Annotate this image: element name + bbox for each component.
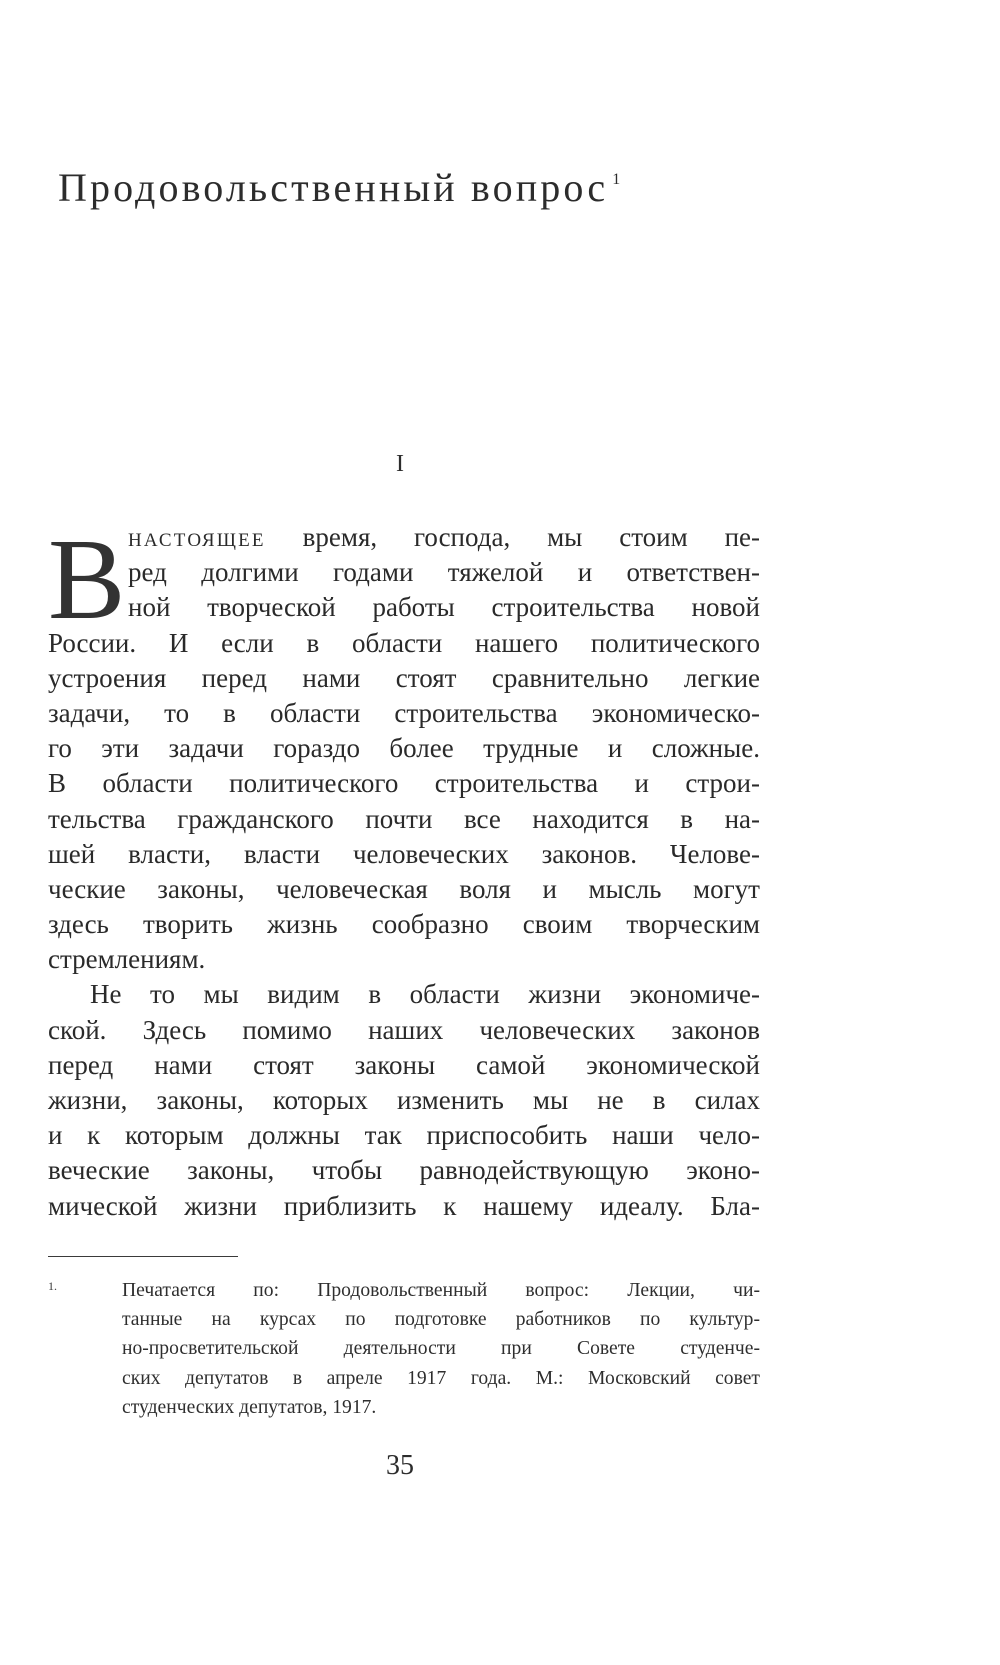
page-number: 35: [386, 1450, 414, 1481]
drop-cap: В: [48, 516, 126, 644]
chapter-title-text: Продовольственный вопрос: [58, 165, 609, 210]
body-line: ской. Здесь помимо наших человеческих законов: [48, 1014, 760, 1045]
title-footnote-ref: 1: [612, 171, 621, 188]
body-line: ной творческой работы строительства новой: [128, 592, 760, 623]
footnote-text: [122, 1276, 760, 1422]
section-numeral: I: [396, 451, 404, 477]
body-line: веческие законы, чтобы равнодействующую эконо-: [48, 1155, 760, 1186]
body-line: ческие законы, человеческая воля и мысль могут: [48, 873, 760, 904]
footnote-line: ских депутатов в апреле 1917 года. М.: Московский совет: [122, 1367, 760, 1389]
body-line: устроения перед нами стоят сравнительно легкие: [48, 662, 760, 693]
body-line: и к которым должны так приспособить наши чело-: [48, 1120, 760, 1151]
footnote-line: студенческих депутатов, 1917.: [122, 1396, 377, 1418]
body-line: ред долгими годами тяжелой и ответствен-: [128, 557, 760, 588]
footnote-line: Печатается по: Продовольственный вопрос: Лекции, чи-: [122, 1280, 760, 1301]
body-line: тельства гражданского почти все находится в на-: [48, 803, 760, 834]
body-line: го эти задачи гораздо более трудные и сложные.: [48, 733, 760, 764]
footnote-marker: 1.: [48, 1279, 57, 1293]
chapter-title: [58, 165, 918, 210]
body-line: Не то мы видим в области жизни экономиче-: [90, 979, 760, 1010]
lead-smallcaps: НАСТОЯЩЕЕ: [128, 530, 266, 551]
body-line: жизни, законы, которых изменить мы не в силах: [48, 1085, 760, 1115]
body-line: задачи, то в области строительства экономическо-: [48, 697, 760, 728]
body-line: России. И если в области нашего политического: [48, 627, 760, 658]
footnote-divider: [48, 1256, 238, 1257]
footnote-line: танные на курсах по подготовке работников по культур-: [122, 1309, 760, 1331]
body-line: стремлениям.: [48, 944, 206, 975]
body-line: мической жизни приблизить к нашему идеалу. Бла-: [48, 1190, 760, 1221]
body-line: шей власти, власти человеческих законов. Челове-: [48, 838, 760, 869]
body-line: здесь творить жизнь сообразно своим творческим: [48, 909, 760, 940]
body-line-text: время, господа, мы стоим пе-: [265, 522, 760, 552]
body-text: [48, 516, 760, 1224]
body-line: [48, 520, 760, 555]
footnote-line: но-просветительской деятельности при Совете студенче-: [122, 1338, 760, 1360]
body-line: В области политического строительства и строи-: [48, 768, 760, 799]
body-line: перед нами стоят законы самой экономической: [48, 1049, 760, 1080]
